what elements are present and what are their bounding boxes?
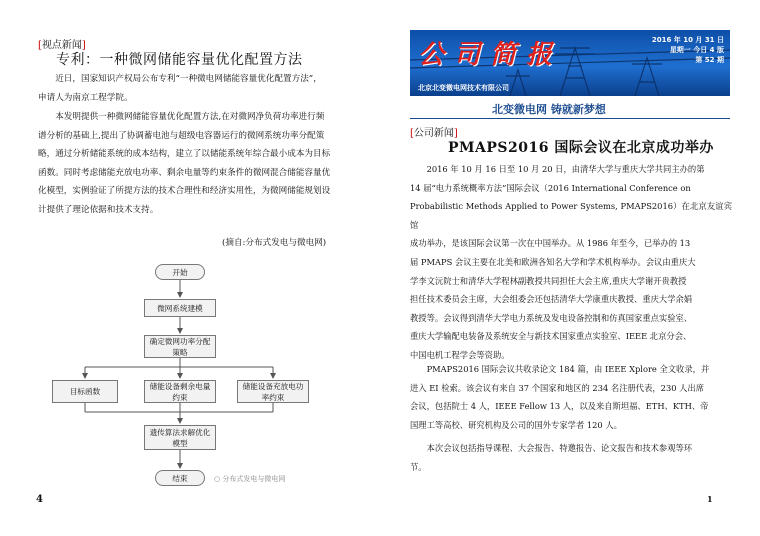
- section-tag: [视点新闻]: [38, 40, 86, 51]
- article-title: PMAPS2016 国际会议在北京成功举办: [448, 140, 714, 156]
- right-page: [380, 0, 760, 536]
- newsletter-banner: [410, 30, 730, 96]
- article-source: (摘自:分布式发电与微电网): [222, 238, 327, 248]
- issue-weekday: 星期一 今日 4 版: [669, 46, 724, 54]
- page-number: 1: [707, 494, 713, 504]
- paragraph-1: 2016 年 10 月 16 日至 10 月 20 日，由清华大学与重庆大学共同主办的第 14 届“电力系统概率方法”国际会议（2016 International Conference on Probabilistic Methods Applied to Power Systems, PMAPS2016）在北京友谊宾馆 成功举办，是该国际会议第一次在中国举办。从 1986 年至今，已举办的 13 届 PMAPS 会议主要在北美和欧洲各知名大学和学术机构举办。会议由重庆大 学李文沅院士和清华大学程林副教授共同担任大会主席,重庆大学谢开贵教授 担任技术委员会主席，大会组委会还包括清华大学康重庆教授、重庆大学余娟 教授等。会议得到清华大学电力系统及发电设备控制和仿真国家重点实验室、 重庆大学输配电装备及系统安全与新技术国家重点实验室、IEEE 北京分会、 中国电机工程学会等资助。: [410, 164, 732, 360]
- flow-ga-solve: 遗传算法求解优化 模型: [144, 425, 216, 450]
- watermark: ○ 分布式发电与微电网: [214, 475, 286, 483]
- divider: [410, 118, 730, 119]
- intro-paragraph: 近日，国家知识产权局公布专利“一种微电网储能容量优化配置方法”， 申请人为南京工程学院。: [38, 74, 322, 103]
- issue-date: 2016 年 10 月 31 日: [651, 36, 724, 44]
- flow-step-strategy: 确定微网功率分配 策略: [144, 335, 216, 358]
- slogan: 北变微电网 铸就新梦想: [492, 103, 606, 116]
- flow-end: 结束: [155, 470, 205, 486]
- company-name: 北京北变微电网技术有限公司: [418, 84, 509, 92]
- page-number: 4: [36, 494, 43, 505]
- wechat-icon: ○: [214, 475, 221, 483]
- paragraph-3: 本次会议包括指导课程、大会报告、特邀报告、论文报告和技术参观等环 节。: [410, 443, 693, 472]
- section-tag: [公司新闻]: [410, 128, 458, 139]
- paragraph-2: PMAPS2016 国际会议共收录论文 184 篇，由 IEEE Xplore 全文收录，并 进入 EI 检索。该会议有来自 37 个国家和地区的 234 名注册代表，230 人出席 会议，包括院士 4 人，IEEE Fellow 13 人，以及来自斯坦福、ETH、KTH、帝 国理工等高校、研究机构及公司的国外专家学者 120 人。: [410, 364, 710, 430]
- article-title: 专利：一种微网储能容量优化配置方法: [56, 52, 303, 68]
- flow-step-modeling: 微网系统建模: [144, 299, 216, 317]
- flow-soc-constraint: 储能设备剩余电量 约束: [144, 380, 216, 403]
- flow-objective: 目标函数: [52, 380, 118, 403]
- newsletter-title: 公司简报: [418, 40, 563, 70]
- flow-start: 开始: [155, 264, 205, 280]
- flow-power-constraint: 储能设备充放电功 率约束: [237, 380, 309, 403]
- body-paragraph: 本发明提供一种微网储能容量优化配置方法,在对微网净负荷功率进行频 谱分析的基础上,提出了协调蓄电池与超级电容器运行的微网系统功率分配策 略，通过分析储能系统的成本结构，建立了以储能系统年综合最小成本为目标 函数。同时考虑储能充放电功率、剩余电量等约束条件的微网混合储能容量优 化模型，实例验证了所提方法的技术合理性和经济实用性，为微网储能规划设 计提供了理论依据和技术支持。: [38, 112, 331, 215]
- issue-number: 第 52 期: [695, 56, 724, 64]
